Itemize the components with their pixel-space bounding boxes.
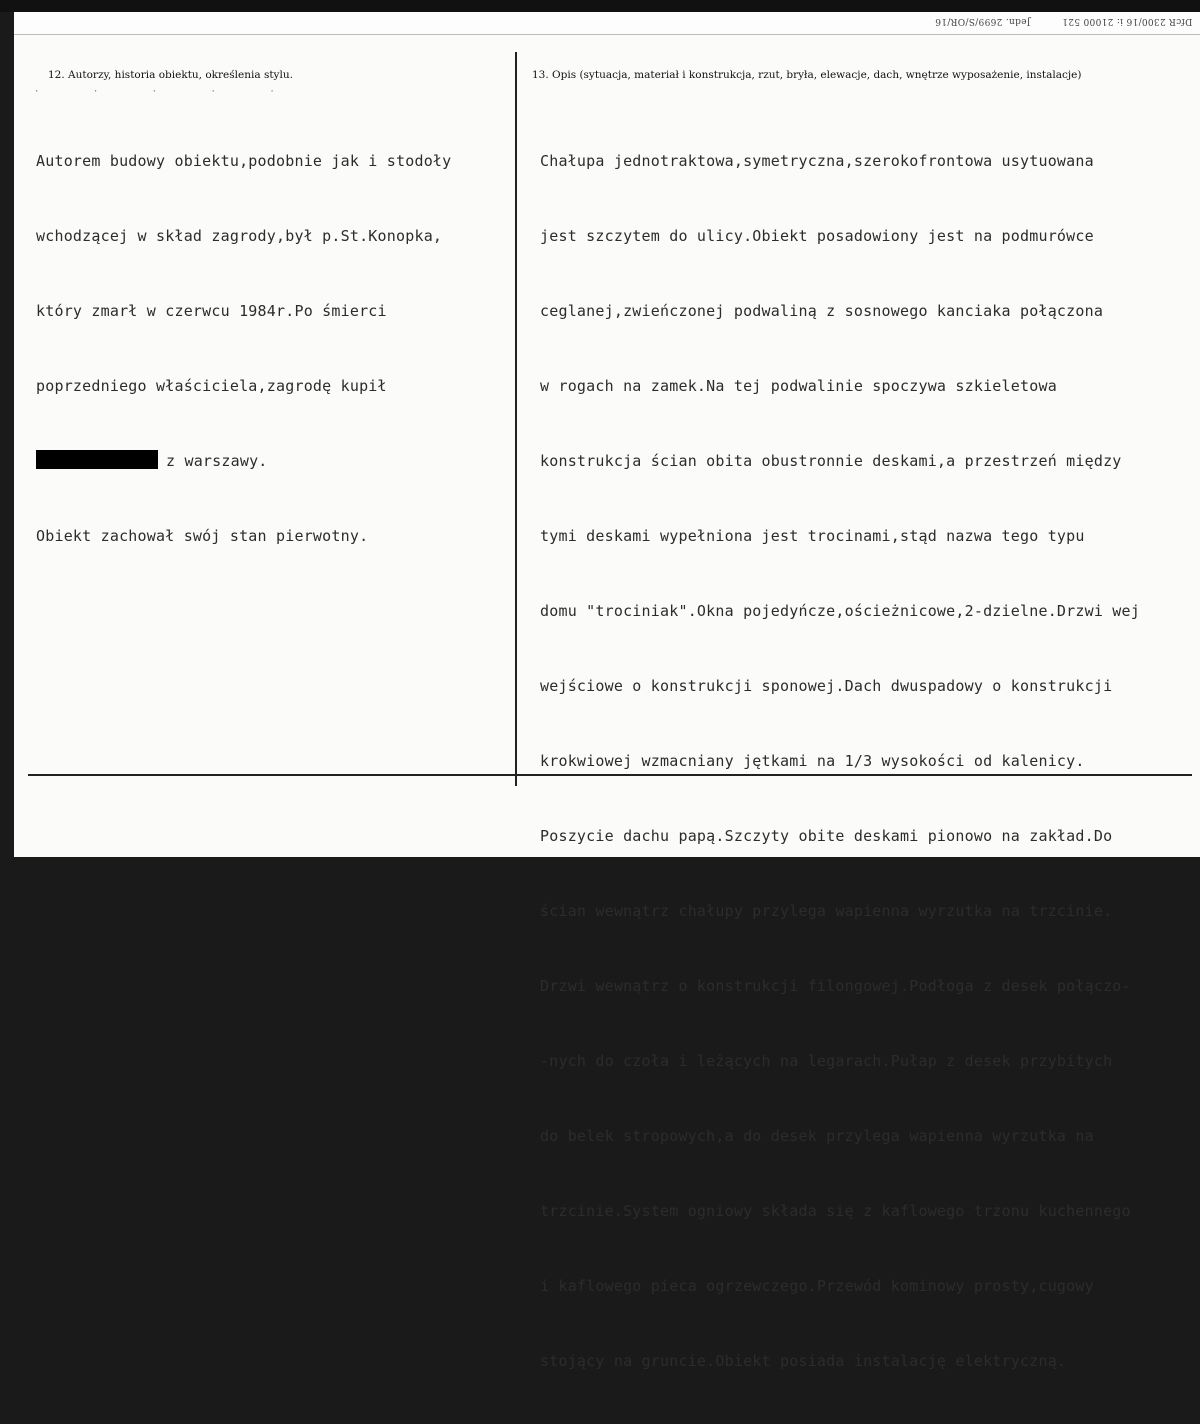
text-line: do belek stropowych,a do desek przylega wapienna wyrzutka na bbox=[540, 1127, 1094, 1145]
section-13-heading: 13. Opis (sytuacja, materiał i konstrukcja, rzut, bryła, elewacje, dach, wnętrze wyposażenie, instalacje) bbox=[532, 69, 1082, 81]
text-line: poprzedniego właściciela,zagrodę kupił bbox=[36, 377, 387, 395]
text-line: jest szczytem do ulicy.Obiekt posadowiony jest na podmurówce bbox=[540, 227, 1094, 245]
document-page bbox=[14, 12, 1200, 1370]
text-line: wchodzącej w skład zagrody,był p.St.Konopka, bbox=[36, 227, 443, 245]
text-line-redacted bbox=[36, 449, 451, 474]
text-line: trzcinie.System ogniowy składa się z kaflowego trzonu kuchennego bbox=[540, 1202, 1131, 1220]
text-line: krokwiowej wzmacniany jętkami na 1/3 wysokości od kalenicy. bbox=[540, 752, 1085, 770]
scan-border-top bbox=[0, 0, 1200, 12]
text-fragment: z warszawy. bbox=[166, 452, 268, 470]
redaction-bar bbox=[36, 450, 158, 469]
print-code-text: DfcR 2300/16 i: 21000 521 bbox=[1061, 16, 1192, 26]
text-line: i kaflowego pieca ogrzewczego.Przewód kominowy prosty,cugowy bbox=[540, 1277, 1094, 1295]
text-line: -nych do czoła i leżących na legarach.Pułap z desek przybitych bbox=[540, 1052, 1113, 1070]
text-line: stojący na gruncie.Obiekt posiada instalację elektryczną. bbox=[540, 1352, 1067, 1370]
text-line: konstrukcja ścian obita obustronnie deskami,a przestrzeń między bbox=[540, 452, 1122, 470]
text-line: Chałupa jednotraktowa,symetryczna,szerokofrontowa usytuowana bbox=[540, 152, 1094, 170]
section-13-text bbox=[540, 99, 1140, 1424]
text-line: który zmarł w czerwcu 1984r.Po śmierci bbox=[36, 302, 387, 320]
column-divider bbox=[515, 52, 517, 786]
text-line: Poszycie dachu papą.Szczyty obite deskami pionowo na zakład.Do bbox=[540, 827, 1113, 845]
text-line: tymi deskami wypełniona jest trocinami,stąd nazwa tego typu bbox=[540, 527, 1085, 545]
text-line: wejściowe o konstrukcji sponowej.Dach dwuspadowy o konstrukcji bbox=[540, 677, 1113, 695]
text-line: Obiekt zachował swój stan pierwotny. bbox=[36, 527, 369, 545]
text-line: domu "trociniak".Okna pojedyńcze,ościeżnicowe,2-dzielne.Drzwi wej bbox=[540, 602, 1140, 620]
text-line: Autorem budowy obiektu,podobnie jak i stodoły bbox=[36, 152, 452, 170]
print-code bbox=[935, 16, 1192, 26]
text-line: ścian wewnątrz chałupy przylega wapienna wyrzutka na trzcinie. bbox=[540, 902, 1113, 920]
section-12-heading: 12. Autorzy, historia obiektu, określenia stylu. bbox=[48, 69, 293, 81]
text-line: ceglanej,zwieńczonej podwaliną z sosnowego kanciaka połączona bbox=[540, 302, 1104, 320]
unit-code-text: Jedn. 2699/S/OR/16 bbox=[934, 16, 1030, 26]
underlying-page-edge bbox=[14, 12, 1200, 35]
section-12-text bbox=[36, 99, 451, 599]
text-line: Drzwi wewnątrz o konstrukcji filongowej.Podłoga z desek połączo- bbox=[540, 977, 1131, 995]
text-line: w rogach na zamek.Na tej podwalinie spoczywa szkieletowa bbox=[540, 377, 1057, 395]
ink-specks: · · · · · bbox=[34, 87, 299, 97]
